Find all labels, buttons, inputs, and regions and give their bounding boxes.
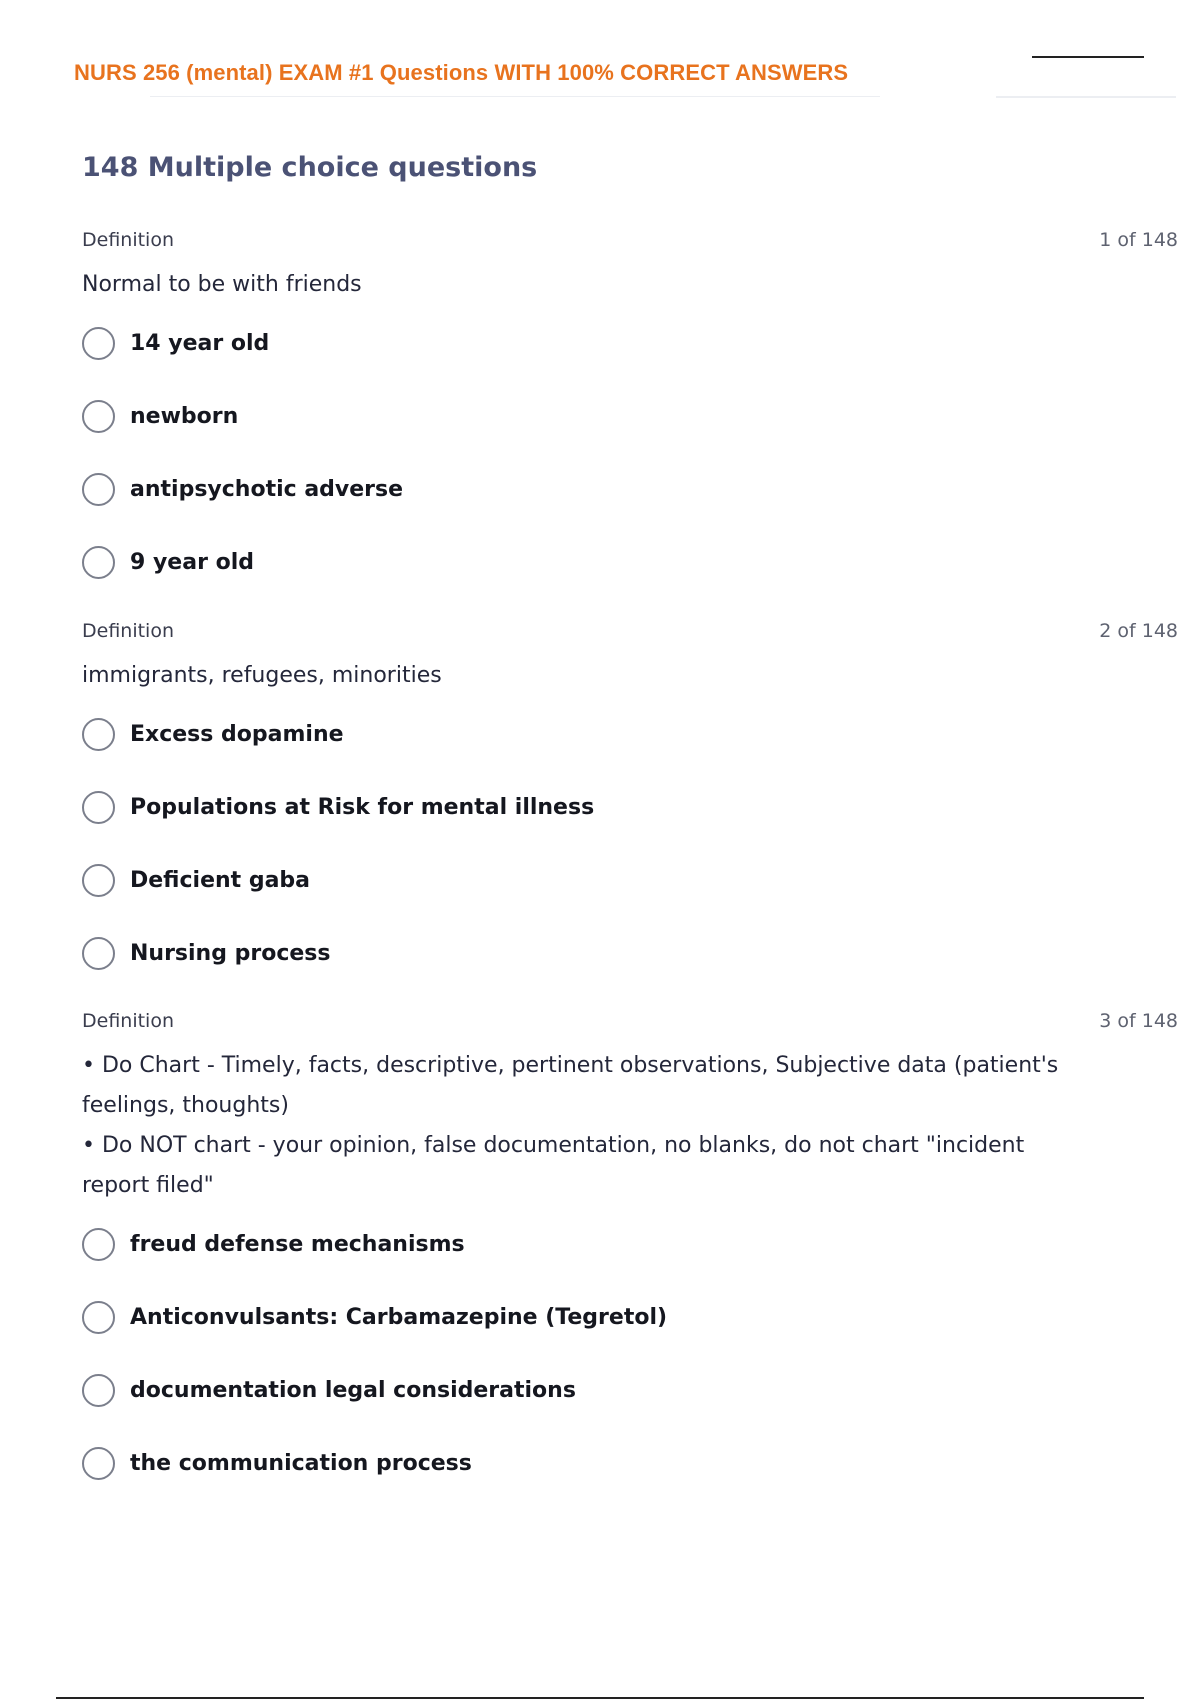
answer-option[interactable] bbox=[82, 542, 254, 582]
answer-option-label: Nursing process bbox=[130, 940, 331, 966]
radio-button[interactable] bbox=[82, 1374, 115, 1407]
answer-option-label: 9 year old bbox=[130, 549, 254, 575]
answer-option[interactable] bbox=[82, 1297, 667, 1337]
answer-option-label: freud defense mechanisms bbox=[130, 1231, 465, 1257]
answer-option-label: Excess dopamine bbox=[130, 721, 344, 747]
radio-button[interactable] bbox=[82, 791, 115, 824]
radio-button[interactable] bbox=[82, 1447, 115, 1480]
question-label: Definition bbox=[82, 229, 175, 251]
answer-option-label: Populations at Risk for mental illness bbox=[130, 794, 595, 820]
section-title: 148 Multiple choice questions bbox=[82, 152, 538, 183]
answer-option-label: antipsychotic adverse bbox=[130, 476, 404, 502]
question-counter: 3 of 148 bbox=[1099, 1010, 1178, 1032]
answer-option[interactable] bbox=[82, 714, 344, 754]
question-text-line: Normal to be with friends bbox=[82, 272, 362, 297]
header-underline bbox=[150, 96, 880, 97]
question-counter: 1 of 148 bbox=[1099, 229, 1178, 251]
radio-button[interactable] bbox=[82, 718, 115, 751]
header-underline-right bbox=[996, 96, 1176, 98]
answer-option[interactable] bbox=[82, 396, 238, 436]
answer-option-label: 14 year old bbox=[130, 330, 270, 356]
answer-option[interactable] bbox=[82, 1224, 465, 1264]
bottom-rule bbox=[56, 1697, 1144, 1699]
radio-button[interactable] bbox=[82, 546, 115, 579]
radio-button[interactable] bbox=[82, 327, 115, 360]
question-label: Definition bbox=[82, 620, 175, 642]
answer-option[interactable] bbox=[82, 787, 594, 827]
question-text bbox=[82, 1046, 1059, 1206]
question-text-line: report filed" bbox=[82, 1173, 214, 1198]
answer-option-label: Anticonvulsants: Carbamazepine (Tegretol) bbox=[130, 1304, 668, 1330]
radio-button[interactable] bbox=[82, 937, 115, 970]
radio-button[interactable] bbox=[82, 1301, 115, 1334]
question-text bbox=[82, 656, 1042, 696]
answer-option[interactable] bbox=[82, 1443, 472, 1483]
radio-button[interactable] bbox=[82, 864, 115, 897]
radio-button[interactable] bbox=[82, 1228, 115, 1261]
answer-option[interactable] bbox=[82, 1370, 576, 1410]
answer-option-label: newborn bbox=[130, 403, 239, 429]
radio-button[interactable] bbox=[82, 473, 115, 506]
question-text-line: feelings, thoughts) bbox=[82, 1093, 289, 1118]
top-rule bbox=[1032, 56, 1144, 58]
question-label: Definition bbox=[82, 1010, 175, 1032]
question-text-line: • Do Chart - Timely, facts, descriptive, pertinent observations, Subjective data (patient's bbox=[82, 1053, 1059, 1078]
answer-option-label: documentation legal considerations bbox=[130, 1377, 576, 1403]
question-text-line: • Do NOT chart - your opinion, false documentation, no blanks, do not chart "incident bbox=[82, 1133, 1025, 1158]
question-text bbox=[82, 265, 1042, 305]
answer-option[interactable] bbox=[82, 469, 403, 509]
radio-button[interactable] bbox=[82, 400, 115, 433]
answer-option-label: Deficient gaba bbox=[130, 867, 311, 893]
document-header-title: NURS 256 (mental) EXAM #1 Questions WITH 100% CORRECT ANSWERS bbox=[74, 60, 849, 85]
answer-option[interactable] bbox=[82, 933, 331, 973]
question-text-line: immigrants, refugees, minorities bbox=[82, 663, 442, 688]
answer-option[interactable] bbox=[82, 323, 269, 363]
question-counter: 2 of 148 bbox=[1099, 620, 1178, 642]
answer-option[interactable] bbox=[82, 860, 310, 900]
answer-option-label: the communication process bbox=[130, 1450, 472, 1476]
